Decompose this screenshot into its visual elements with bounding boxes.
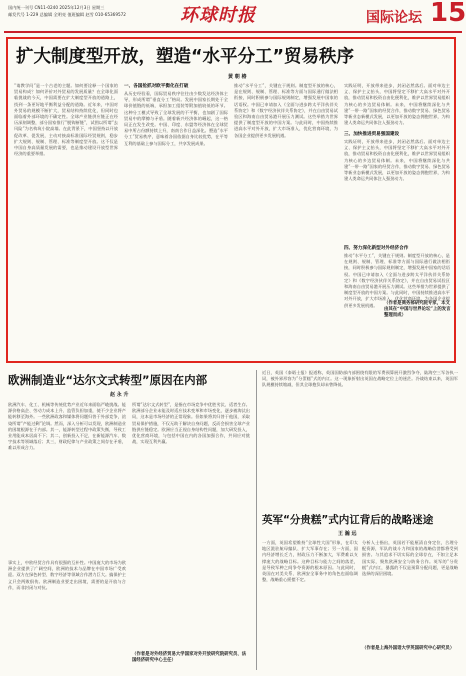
lead-column-4c: 推动“水平分工”，关键在于规则。制度型开放的核心，是在规则、规制、管理、标准等方面与国际通行做法相衔接，同时积极参与国际规则制定，增强发展中国家的话语权。中国已申请加入《全面与进步跨太平洋伙伴关系协定》和《数字经济伙伴关系协定》，并在自由贸易试验区和海南自由贸易港开展压力测试。这些举措为世界提供了制度型开放的中国方案。与此同时，中国持续推进高水平对外开放，扩大市场准入，优化营商环境，为各国企业提供更多发展机遇。 — [344, 253, 450, 308]
lead-subheading-3: 四、努力深化新型对外经济合作 — [344, 246, 409, 251]
masthead-meta-line1: 国内统一刊号 CN11-0240 2025年12月3日 星期三 — [8, 5, 105, 10]
art3-column-1: 一方面，英国希望维持“全球性大国”形象，在印太地区派驻航母编队、扩大军事存在；另一方面，国内经济增长乏力，财政压力不断加大，军费难以支撑庞大的战略目标。这种目标与能力之间的落差，是导致军种之间争夺资源的根本原因。与此同时，英国在对美关系、欧洲安全事务中的角色也面临调整，战略重心摇摆不定。 — [262, 540, 358, 583]
page-number: 15 — [430, 0, 466, 28]
lead-byline: 黄 朝 椿 — [228, 74, 247, 80]
lead-column-3: 推动“水平分工”，关键在于规则。制度型开放的核心，是在规则、规制、管理、标准等方面与国际通行做法相衔接，同时积极参与国际规则制定，增强发展中国家的话语权。中国已申请加入《全面与进步跨太平洋伙伴关系协定》和《数字经济伙伴关系协定》，并在自由贸易试验区和海南自由贸易港开展压力测试。这些举措为世界提供了制度型开放的中国方案。与此同时，中国持续推进高水平对外开放，扩大市场准入，优化营商环境，为各国企业提供更多发展机遇。 — [234, 83, 338, 138]
lead-column-2: 从历史经验看，国际贸易秩序往往由少数发达经济体主导，形成所谓“垂直分工”格局。发展中国家长期处于全球价值链的低端，承担加工组装等附加值较低的环节。这种分工模式导致了全球发展的不平衡，也加剧了国际贸易中的摩擦与矛盾。随着新兴经济体的崛起，这一格局正在发生改变。中国、印度、东盟等经济体在全球贸易中所占份额持续上升，南南合作日益深化。塑造“水平分工”贸易秩序，意味着各国依据自身比较优势，在平等互利的基础上参与国际分工，共享发展成果。 — [124, 91, 228, 146]
art2-byline: 赵 永 升 — [110, 392, 129, 398]
art3-column-top: 近日，英国《泰晤士报》报道称，英国国防部内部围绕有限的军费预算展开激烈争夺，陆海空三军各执一词，被外界形容为“分蛋糕”式的内讧。这一现象折射出英国在战略定位上的迷茫。冷战结束以来，英国军队规模持续缩减，但其全球抱负却未曾降低。 — [262, 370, 458, 388]
art3-headline: 英军“分贵糕”式内讧背后的战略迷途 — [262, 514, 434, 526]
lead-subheading-1: 一、各国抢抓对欧平衡化在打破 — [124, 84, 189, 89]
column-divider — [256, 370, 257, 670]
art3-author-note: （作者是上海外国语大学英国研究中心研究员） — [362, 646, 455, 651]
masthead-meta-line2: 邮发代号 1-229 总编辑 全明亮 值班编辑 赵雪 010-65369572 — [8, 12, 126, 17]
section-title: 国际论坛 — [366, 10, 422, 26]
masthead — [4, 0, 466, 34]
art2-headline: 欧洲制造业“达尔文式转型”原因在内部 — [8, 373, 208, 387]
art2-column-1: 欧洲汽车、化工、机械等传统优势产业近年来面临严峻挑战。能源价格高企、劳动力成本上升、监管负担加重，使不少企业将产能转移至海外。一些欧洲政客和媒体将问题归咎于外部竞争，渲染所谓“产能过剩”论调。然而，深入分析可以发现，欧洲制造业的困境根源在于内部。其一，能源转型过程中政策失衡，导致工业用能成本居高不下；其二，创新投入不足，在新能源汽车、数字技术等领域落后；其三，财政纪律与产业政策之间存在矛盾，难以形成合力。 — [8, 402, 126, 451]
art3-byline: 王 瀚 远 — [338, 531, 357, 537]
art3-column-2: 分析人士指出，英国若不能厘清自身定位，合理分配资源，军队的战斗力和国家的战略信誉都将受到损害。与其追求不切实际的全球存在，不如立足本国实际，聚焦欧洲安全与防务合作。英军的“分贵糕”式内讧，暴露的不仅是预算分配问题，更是战略选择的深层困境。 — [362, 540, 458, 577]
lead-column-4a: 实践证明，开放带来进步，封闭必然落后。面对单边主义、保护主义抬头，中国将坚定不移扩大高水平对外开放，推动贸易和投资自由化便利化，维护以世界贸易组织为核心的多边贸易体制。未来，中国将继续深化与共建“一带一路”国家的经贸合作，推动数字贸易、绿色贸易等新业态新模式发展，以更加开放的姿态拥抱世界，为构建人类命运共同体注入强劲动力。 — [344, 83, 450, 126]
art2-column-3: 事实上，中欧经贸合作具有很强的互补性。中国庞大的市场为欧洲企业提供了广阔空间，欧洲的技术与品牌在中国市场广受欢迎。双方在绿色转型、数字经济等领域合作潜力巨大。搞保护主义只会两败俱伤。欧洲制造业要走出困境，需要的是开放与合作，而非封闭与对抗。 — [8, 560, 126, 590]
lead-subheading-2: 三、加快推进贸易强国建设 — [344, 132, 400, 137]
lead-column-1: “请教学问”是一个古老的主题。如何要诠释一个国家的贸易构成？如何评价对外贸易的发展质量？在全球化面临挑战的今天，中国需要在扩大制度型开放的道路上，找到一条更好地平衡利益分配的道路。近年来，中国对外贸易的规模不断扩大，贸易结构持续优化，但同时也面临着外部环境的不确定性。全球产业链供应链正在经历深刻调整，部分国家推行“脱钩断链”，试图以所谓“去风险”为名构筑小院高墙。在此背景下，中国坚持以开放促改革、促发展，主动对接高标准国际经贸规则，稳步扩大规则、规制、管理、标准等制度型开放。这不仅是中国自身高质量发展的需要，也是推动建设开放型世界经济的重要举措。 — [14, 83, 118, 157]
newspaper-logo: 环球时报 — [180, 5, 256, 26]
lead-article — [6, 37, 456, 363]
lead-headline: 扩大制度型开放，塑造“水平分工”贸易秩序 — [16, 47, 355, 67]
masthead-rule — [4, 31, 462, 33]
lead-author-note: （作者是商务部研究院专家，本文由其在“中国与世界论坛”上的发言整理而成） — [384, 301, 451, 319]
art2-column-2: 所谓“达尔文式转型”，是指在市场竞争中优胜劣汰、适者生存。欧洲部分企业未能及时适应技术变革和市场变化，逐步被淘汰出局，这本是市场经济的正常现象。但如果将其归咎于他国，采取贸易保护措施，不仅无助于解决自身问题，反而会损害全球产业链供应链稳定。欧洲应当正视自身结构性问题，加大研发投入，优化营商环境，与包括中国在内的各国加强合作，共同应对挑战，实现互利共赢。 — [132, 402, 250, 445]
art2-author-note: （作者是对外经济贸易大学国家对外开放研究院研究员、法国经济研究中心主任） — [132, 652, 247, 663]
lead-column-4b: 实践证明，开放带来进步，封闭必然落后。面对单边主义、保护主义抬头，中国将坚定不移扩大高水平对外开放，推动贸易和投资自由化便利化，维护以世界贸易组织为核心的多边贸易体制。未来，中国将继续深化与共建“一带一路”国家的经贸合作，推动数字贸易、绿色贸易等新业态新模式发展，以更加开放的姿态拥抱世界，为构建人类命运共同体注入强劲动力。 — [344, 139, 450, 182]
